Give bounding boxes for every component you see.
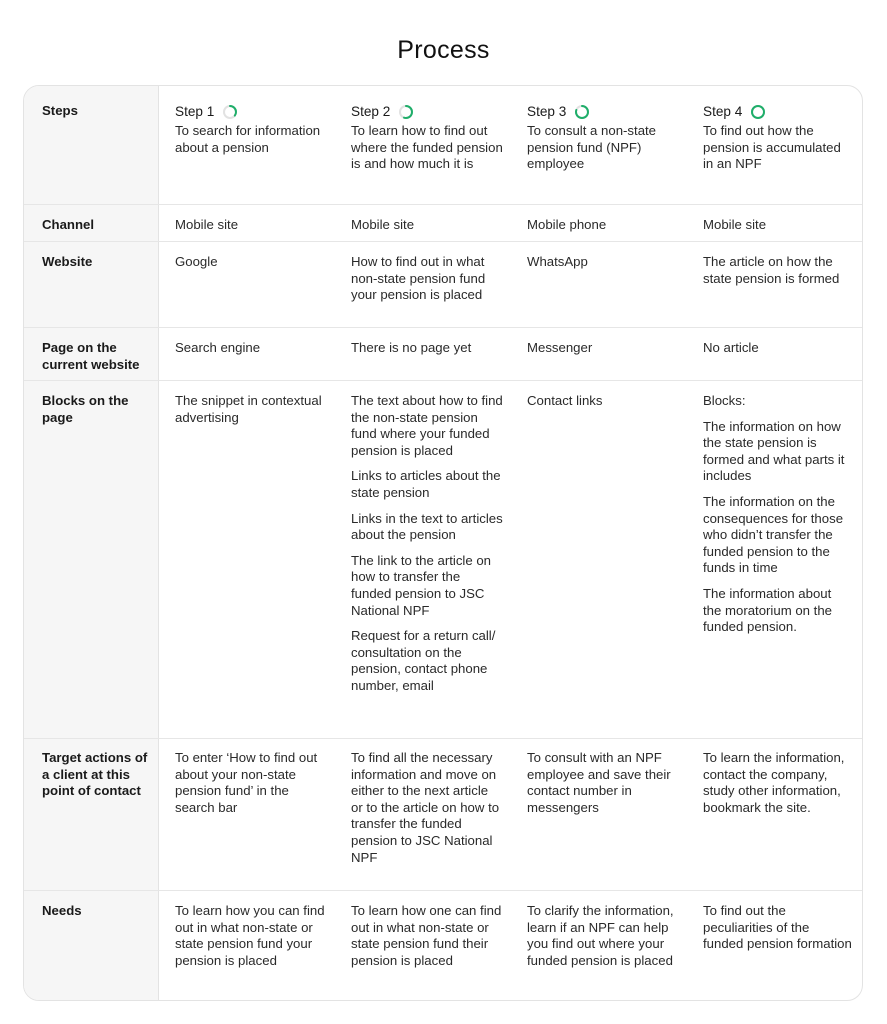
row-label-page: Page on the current website xyxy=(42,340,140,372)
row-label-website: Website xyxy=(42,254,93,269)
channel-cell: Mobile site xyxy=(703,217,767,232)
row-label-needs: Needs xyxy=(42,903,82,918)
step-1 xyxy=(175,103,325,156)
block-item: The information about the moratorium on the funded pension. xyxy=(703,585,833,635)
block-item: The information on how the state pension is formed and what parts it includes xyxy=(703,418,845,484)
page-cell: Messenger xyxy=(527,340,593,355)
progress-ring-icon xyxy=(222,104,238,120)
blocks-cell xyxy=(351,393,503,695)
page-cell: There is no page yet xyxy=(351,340,472,355)
website-cell: How to find out in what non-state pension fund your pension is placed xyxy=(351,254,486,303)
target-cell: To find all the necessary information and move on either to the next article or to the article on how to transfer the funded pension to JSC National NPF xyxy=(351,750,500,865)
row-label-target: Target actions of a client at this point of contact xyxy=(42,750,148,799)
step-1-description: To search for information about a pension xyxy=(175,123,321,155)
channel-cell: Mobile site xyxy=(351,217,415,232)
block-item: Contact links xyxy=(527,393,603,408)
row-label-blocks: Blocks on the page xyxy=(42,393,129,425)
page-title: Process xyxy=(397,36,490,64)
block-item: The snippet in contextual advertising xyxy=(175,393,322,425)
target-cell: To learn the information, contact the company, study other information, bookmark the site. xyxy=(703,750,845,815)
step-4 xyxy=(703,103,853,173)
needs-cell: To find out the peculiarities of the funded pension formation xyxy=(703,903,852,952)
row-divider xyxy=(24,738,863,739)
row-divider xyxy=(24,327,863,328)
step-3-description: To consult a non-state pension fund (NPF) employee xyxy=(527,123,657,172)
channel-cell: Mobile site xyxy=(175,217,239,232)
blocks-cell xyxy=(175,393,325,426)
progress-ring-icon xyxy=(398,104,414,120)
step-1-label: Step 1 xyxy=(175,103,215,119)
block-item: Links in the text to articles about the pension xyxy=(351,510,503,543)
process-table xyxy=(23,85,863,1001)
row-divider xyxy=(24,890,863,891)
block-item: Request for a return call/ consultation on the pension, contact phone number, email xyxy=(351,628,496,693)
row-label-channel: Channel xyxy=(42,217,95,232)
row-divider xyxy=(24,380,863,381)
blocks-cell xyxy=(527,393,679,410)
page-cell: No article xyxy=(703,340,759,355)
step-2 xyxy=(351,103,503,173)
needs-cell: To learn how you can find out in what non-state or state pension fund your pension is placed xyxy=(175,903,325,968)
target-cell: To enter ‘How to find out about your non-state pension fund’ in the search bar xyxy=(175,750,318,815)
page-cell: Search engine xyxy=(175,340,261,355)
block-item: Blocks: xyxy=(703,393,746,408)
website-cell: The article on how the state pension is formed xyxy=(703,254,840,286)
progress-ring-fill xyxy=(752,106,764,118)
step-4-label: Step 4 xyxy=(703,103,743,119)
step-2-description: To learn how to find out where the funded pension is and how much it is xyxy=(351,123,503,172)
progress-ring-icon xyxy=(574,104,590,120)
row-divider xyxy=(24,241,863,242)
step-3-label: Step 3 xyxy=(527,103,567,119)
row-label-steps: Steps xyxy=(42,103,78,118)
block-item: The information on the consequences for those who didn’t transfer the funded pension to the funds in time xyxy=(703,493,844,576)
channel-cell: Mobile phone xyxy=(527,217,607,232)
row-divider xyxy=(24,204,863,205)
progress-ring-icon xyxy=(750,104,766,120)
needs-cell: To learn how one can find out in what non-state or state pension fund their pension is placed xyxy=(351,903,502,968)
step-3 xyxy=(527,103,679,173)
block-item: The link to the article on how to transfer the funded pension to JSC National NPF xyxy=(351,552,492,618)
needs-cell: To clarify the information, learn if an NPF can help you find out where your funded pension is placed xyxy=(527,903,674,968)
website-cell: WhatsApp xyxy=(527,254,588,269)
step-4-description: To find out how the pension is accumulated in an NPF xyxy=(703,123,841,172)
step-2-label: Step 2 xyxy=(351,103,391,119)
website-cell: Google xyxy=(175,254,218,269)
block-item: Links to articles about the state pension xyxy=(351,468,501,500)
target-cell: To consult with an NPF employee and save their contact number in messengers xyxy=(527,750,671,815)
block-item: The text about how to find the non-state pension fund where your funded pension is placed xyxy=(351,393,503,458)
blocks-cell xyxy=(703,393,853,636)
